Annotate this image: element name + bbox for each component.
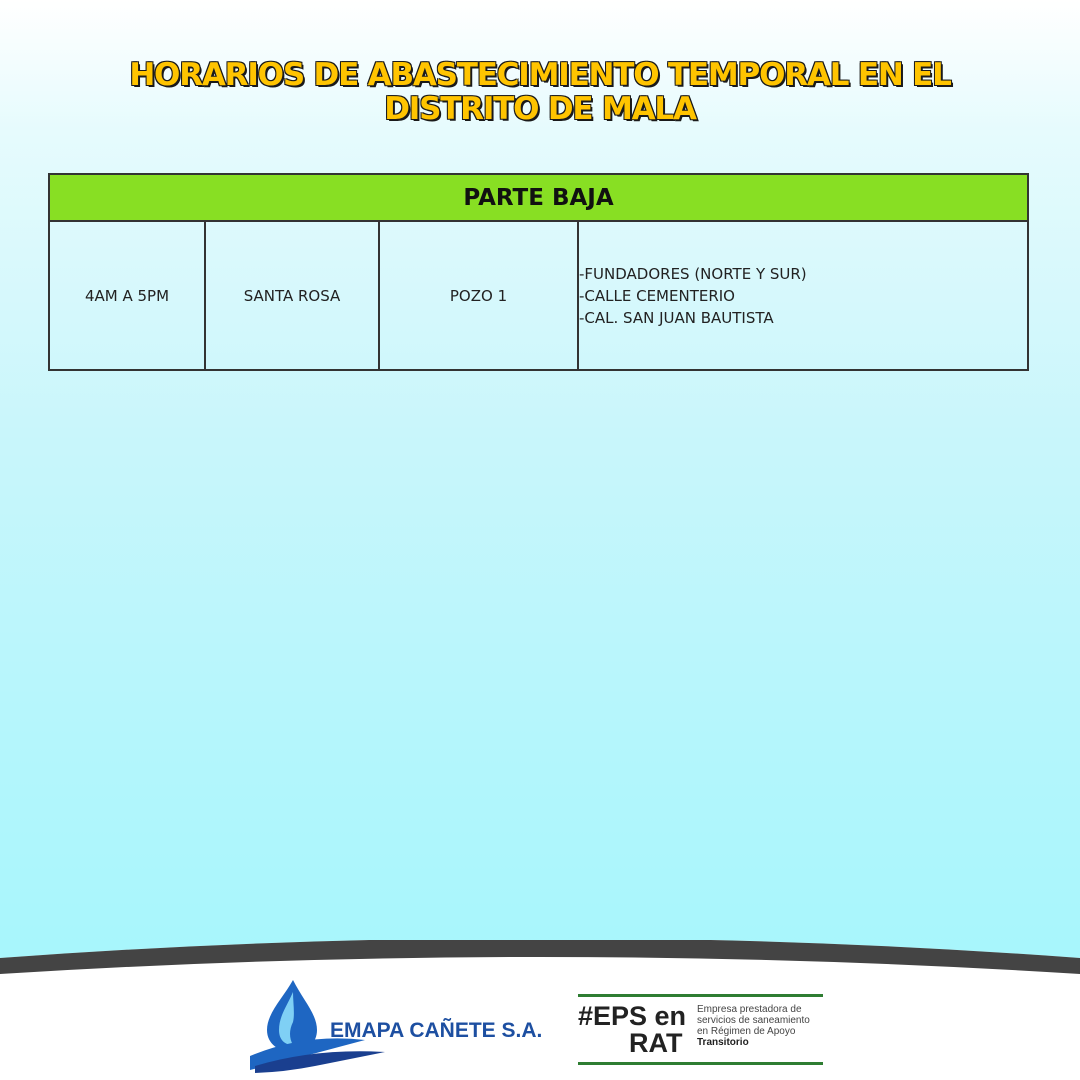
emapa-logo-text: EMAPA CAÑETE S.A. [330,1019,543,1042]
eps-description [697,1004,837,1048]
eps-hashtag-line-2: RAT [629,1028,683,1058]
eps-top-rule [578,994,823,997]
eps-bottom-rule [578,1062,823,1065]
page-title-line-1: HORARIOS DE ABASTECIMIENTO TEMPORAL EN EL [129,57,951,93]
eps-desc-line: Empresa prestadora de [697,1004,802,1015]
streets-list [579,263,807,329]
eps-desc-line: servicios de saneamiento [697,1015,810,1026]
street-item: -CAL. SAN JUAN BAUTISTA [579,308,774,327]
eps-desc-line: en Régimen de Apoyo [697,1026,796,1037]
page-title [100,58,980,126]
streets-cell [579,222,1027,369]
eps-desc-line-bold: Transitorio [697,1037,749,1048]
table-header-parte-baja: PARTE BAJA [50,175,1027,222]
street-item: -CALLE CEMENTERIO [579,286,735,305]
wave-logo-icon [250,1038,385,1073]
eps-hashtag-line-1: #EPS en [578,1001,687,1031]
schedule-table [48,173,1029,371]
page-title-line-2: DISTRITO DE MALA [384,91,696,127]
source-cell: POZO 1 [380,222,579,369]
sector-cell: SANTA ROSA [206,222,380,369]
hours-cell: 4AM A 5PM [50,222,206,369]
street-item: -FUNDADORES (NORTE Y SUR) [579,264,807,283]
table-row [50,222,1027,369]
